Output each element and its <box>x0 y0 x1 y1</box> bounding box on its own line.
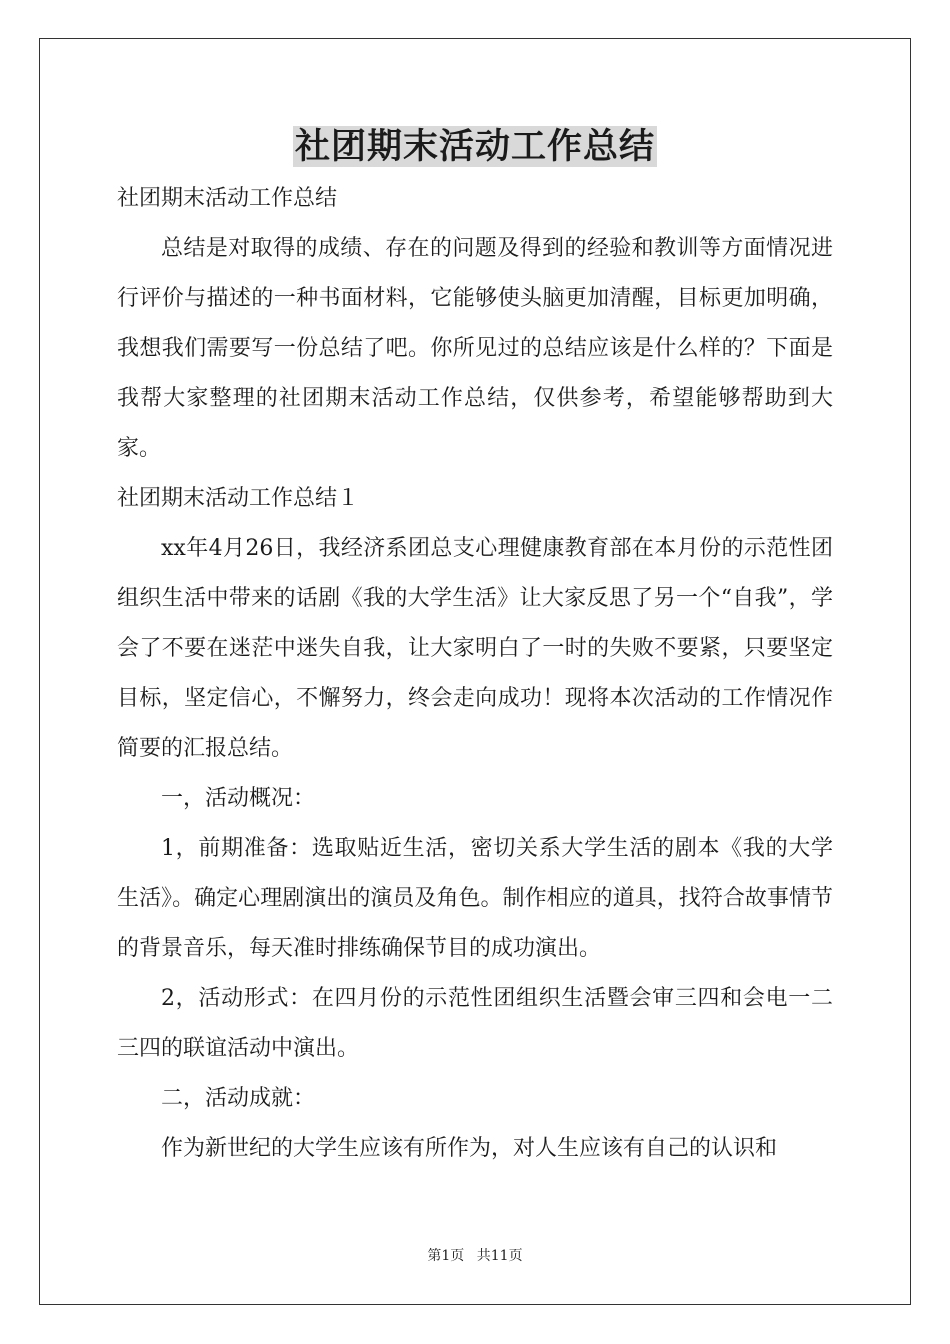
paragraph-subtitle: 社团期末活动工作总结 <box>117 186 338 211</box>
subheading-overview: 一，活动概况： <box>161 786 316 811</box>
document-body <box>117 174 833 1174</box>
paragraph-intro: 总结是对取得的成绩、存在的问题及得到的经验和教训等方面情况进行评价与描述的一种书面材料，它能够使头脑更加清醒，目标更加明确，我想我们需要写一份总结了吧。你所见过的总结应该是什么样的？下面是我帮大家整理的社团期末活动工作总结，仅供参考，希望能够帮助到大家。 <box>117 236 833 461</box>
document-title <box>0 122 950 172</box>
page-total: 共11页 <box>476 1248 523 1264</box>
paragraph-event: xx年4月26日，我经济系团总支心理健康教育部在本月份的示范性团组织生活中带来的话剧《我的大学生活》让大家反思了另一个“自我”，学会了不要在迷茫中迷失自我，让大家明白了一时的失败不要紧，只要坚定目标，坚定信心，不懈努力，终会走向成功！现将本次活动的工作情况作简要的汇报总结。 <box>117 536 833 761</box>
page-footer <box>0 1246 950 1266</box>
page-number: 第1页 <box>427 1248 465 1264</box>
paragraph-preparation: 1，前期准备：选取贴近生活，密切关系大学生活的剧本《我的大学生活》。确定心理剧演出的演员及角色。制作相应的道具，找符合故事情节的背景音乐，每天准时排练确保节目的成功演出。 <box>117 836 833 961</box>
section-heading-1: 社团期末活动工作总结１ <box>117 486 360 511</box>
paragraph-achievements: 作为新世纪的大学生应该有所作为，对人生应该有自己的认识和 <box>161 1136 778 1161</box>
paragraph-format: 2，活动形式：在四月份的示范性团组织生活暨会审三四和会电一二三四的联谊活动中演出。 <box>117 986 833 1061</box>
subheading-achievements: 二，活动成就： <box>161 1086 316 1111</box>
document-title-text: 社团期末活动工作总结 <box>294 126 655 167</box>
